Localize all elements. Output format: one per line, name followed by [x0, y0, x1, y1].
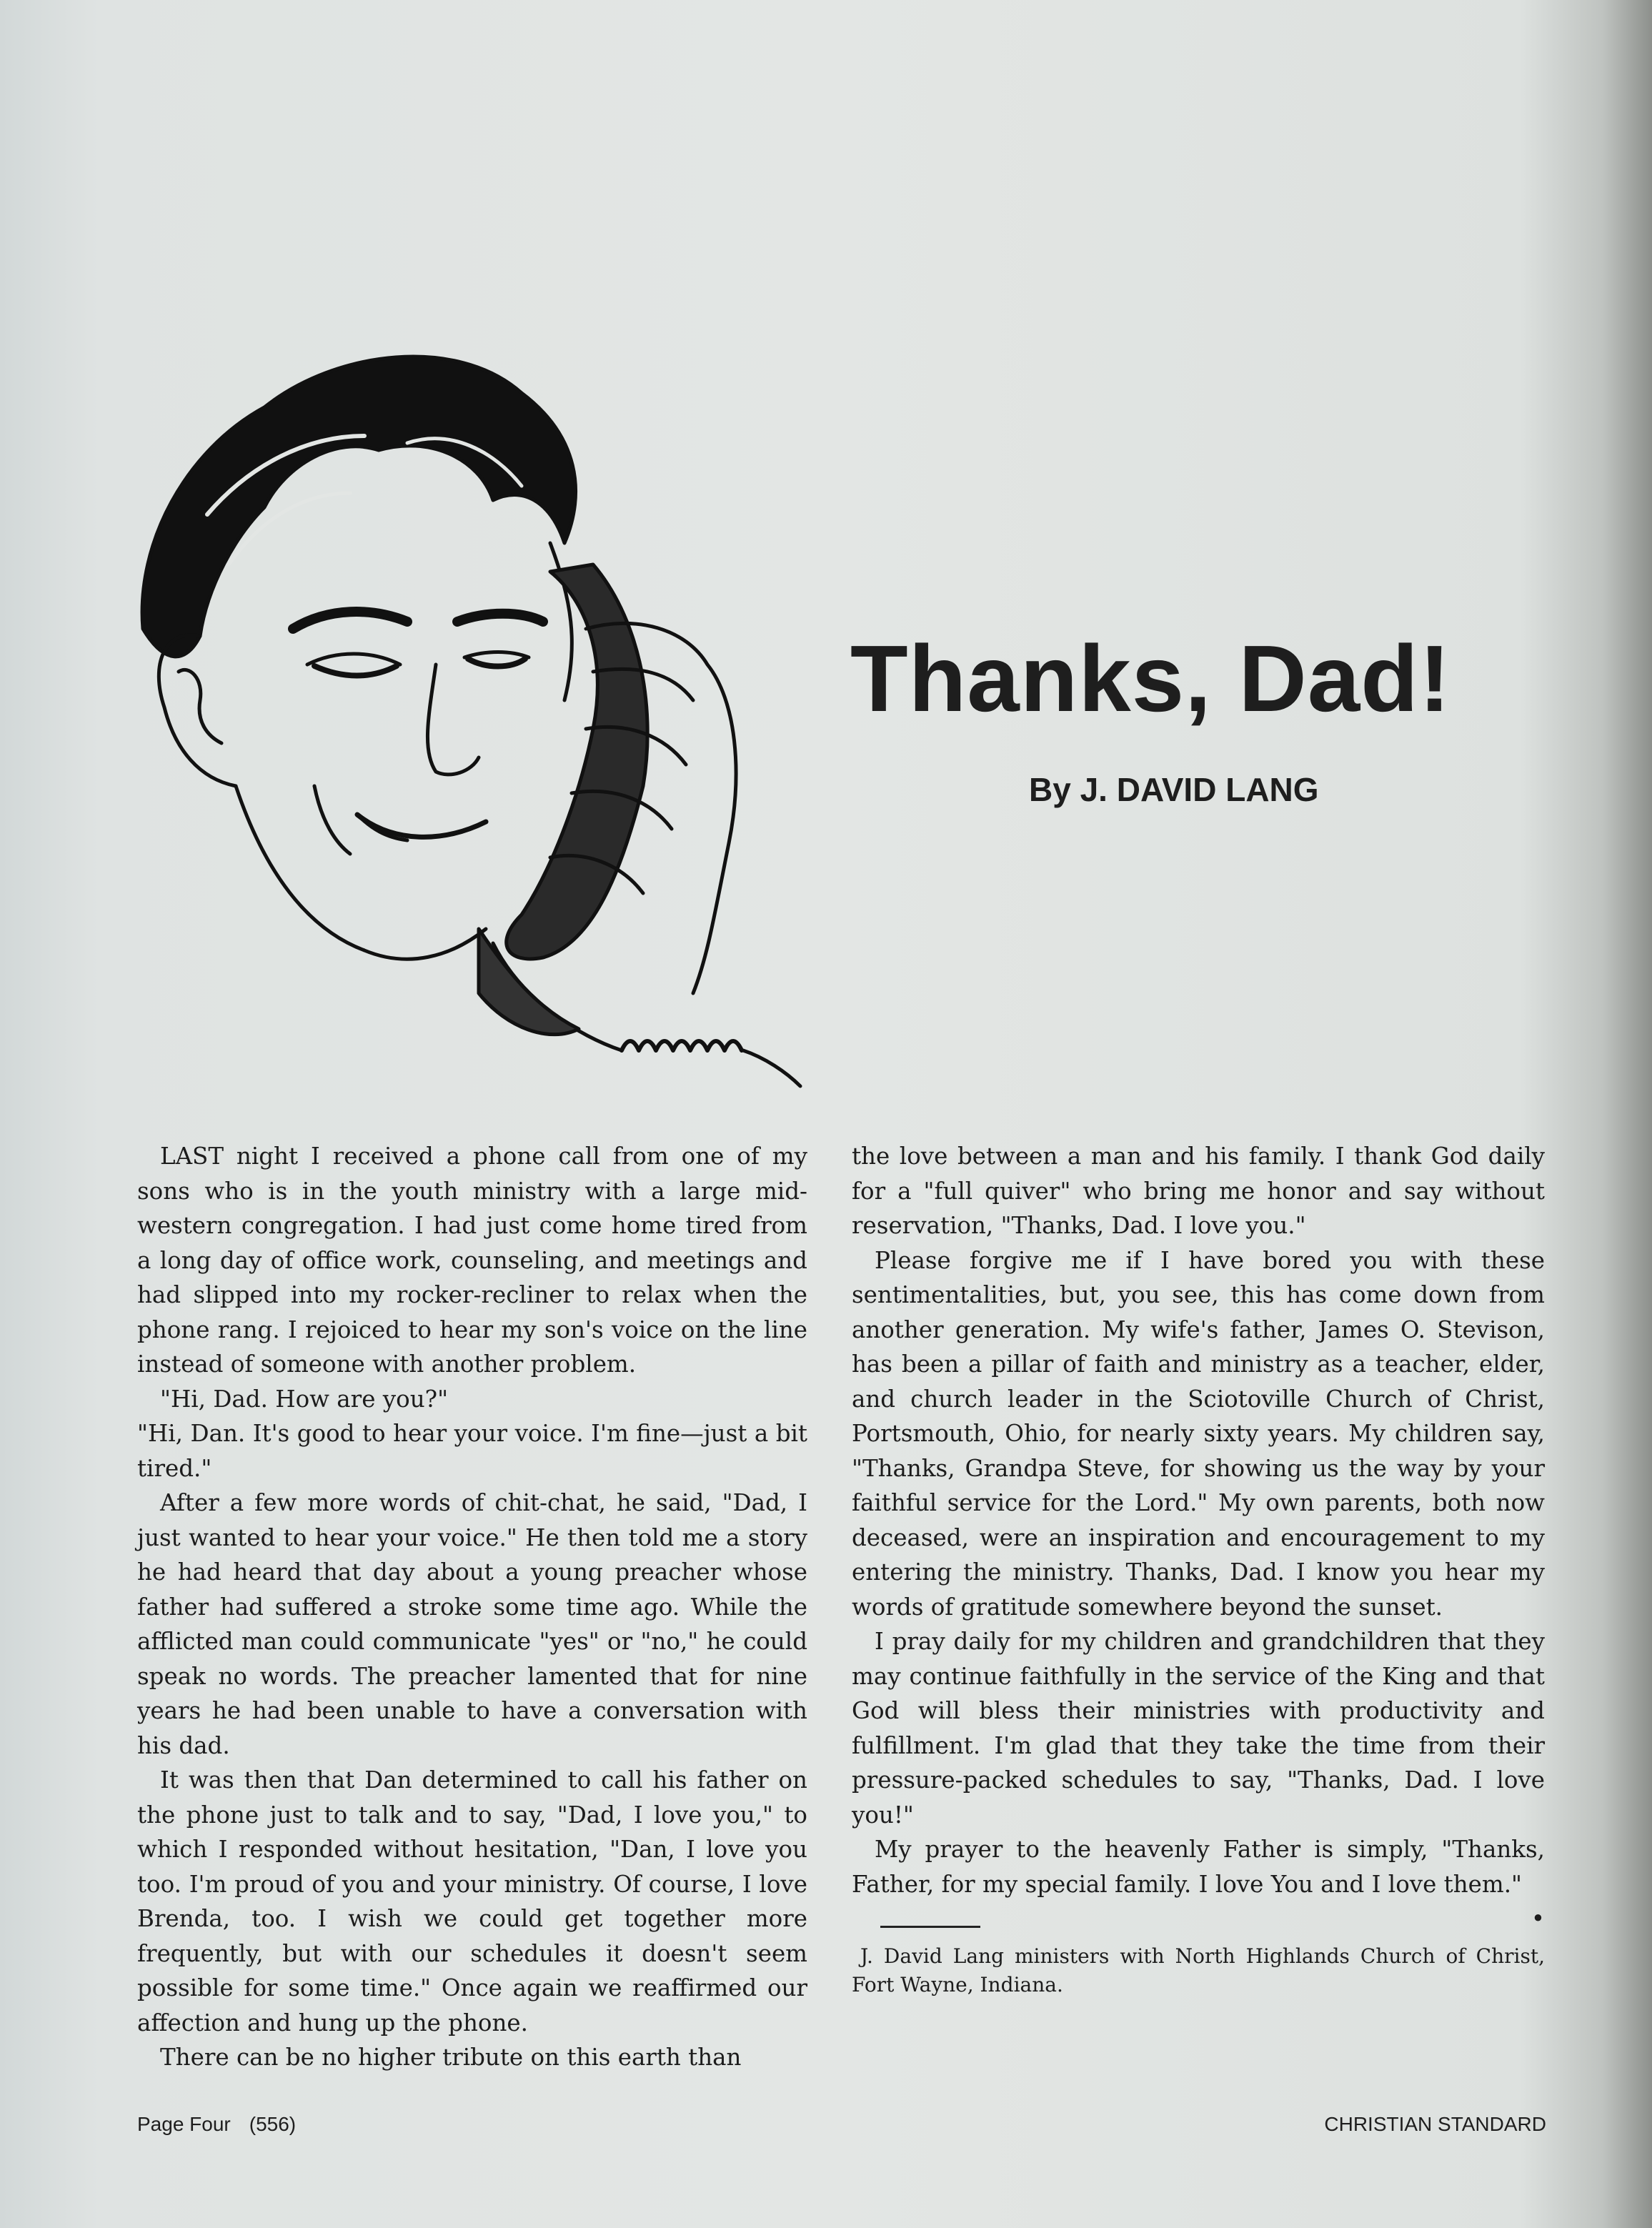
paragraph: "Hi, Dad. How are you?"	[160, 1385, 449, 1413]
end-of-article-mark: •	[1531, 1905, 1545, 1932]
page-footer-left	[137, 2113, 296, 2136]
paragraph: I pray daily for my children and grandchildren that they may continue faithfully in the service of the King and that God will bless their ministries with productivity and fulfillment. I'm glad that they take the time from their pressure-packed schedules to say, "Thanks, Dad. I love you!"	[852, 1628, 1545, 1829]
author-bio: J. David Lang ministers with North Highlands Church of Christ, Fort Wayne, Indiana.	[852, 1944, 1545, 1996]
paragraph: There can be no higher tribute on this earth than	[160, 2044, 742, 2071]
paragraph: It was then that Dan determined to call his father on the phone just to talk and to say, "Dad, I love you," to which I responded without hesitation, "Dan, I love you too. I'm proud of you and your ministry. Of course, I love Brenda, too. I wish we could get together more frequently, but with our schedules it doesn't seem possible for some time." Once again we reaffirmed our affection and hung up the phone.	[137, 1766, 807, 2036]
paragraph: After a few more words of chit-chat, he said, "Dad, I just wanted to hear your voice." He then told me a story he had heard that day about a young preacher whose father had suffered a stroke some time ago. While the afflicted man could communicate "yes" or "no," he could speak no words. The preacher lamented that for nine years he had been unable to have a conversation with his dad.	[137, 1489, 807, 1759]
father-on-phone-illustration	[121, 329, 807, 1100]
paragraph-text: My prayer to the heavenly Father is simply, "Thanks, Father, for my special family. I love You and I love them."	[852, 1836, 1545, 1898]
page-label: Page Four	[137, 2113, 231, 2135]
paragraph: Please forgive me if I have bored you with these sentimentalities, but, you see, this has come down from another generation. My wife's father, James O. Stevison, has been a pillar of faith and ministry as a teacher, elder, and church leader in the Sciotoville Church of Christ, Portsmouth, Ohio, for nearly sixty years. My children say, "Thanks, Grandpa Steve, for showing us the way by your faithful service for the Lord." My own parents, both now deceased, were an inspiration and encouragement to my entering the ministry. Thanks, Dad. I know you hear my words of gratitude somewhere beyond the sunset.	[852, 1246, 1545, 1621]
magazine-name: CHRISTIAN STANDARD	[1324, 2113, 1546, 2135]
paragraph: the love between a man and his family. I thank God daily for a "full quiver" who bring me honor and say without reservation, "Thanks, Dad. I love you."	[852, 1143, 1545, 1239]
paragraph: "Hi, Dan. It's good to hear your voice. I'm fine—just a bit tired."	[137, 1420, 807, 1482]
paragraph: LAST night I received a phone call from one of my sons who is in the youth ministry with a large mid-western congregation. I had just come home tired from a long day of office work, counseling, and meetings and had slipped into my rocker-recliner to relax when the phone rang. I rejoiced to hear my son's voice on the line instead of someone with another problem.	[137, 1143, 807, 1378]
footnote-rule	[880, 1926, 980, 1928]
body-column-left	[137, 1139, 807, 2075]
article-title: Thanks, Dad!	[850, 626, 1451, 731]
article-byline: By J. DAVID LANG	[1029, 771, 1319, 808]
page-number: (556)	[249, 2113, 297, 2135]
body-column-right	[852, 1139, 1545, 1999]
paragraph	[852, 1832, 1545, 1932]
